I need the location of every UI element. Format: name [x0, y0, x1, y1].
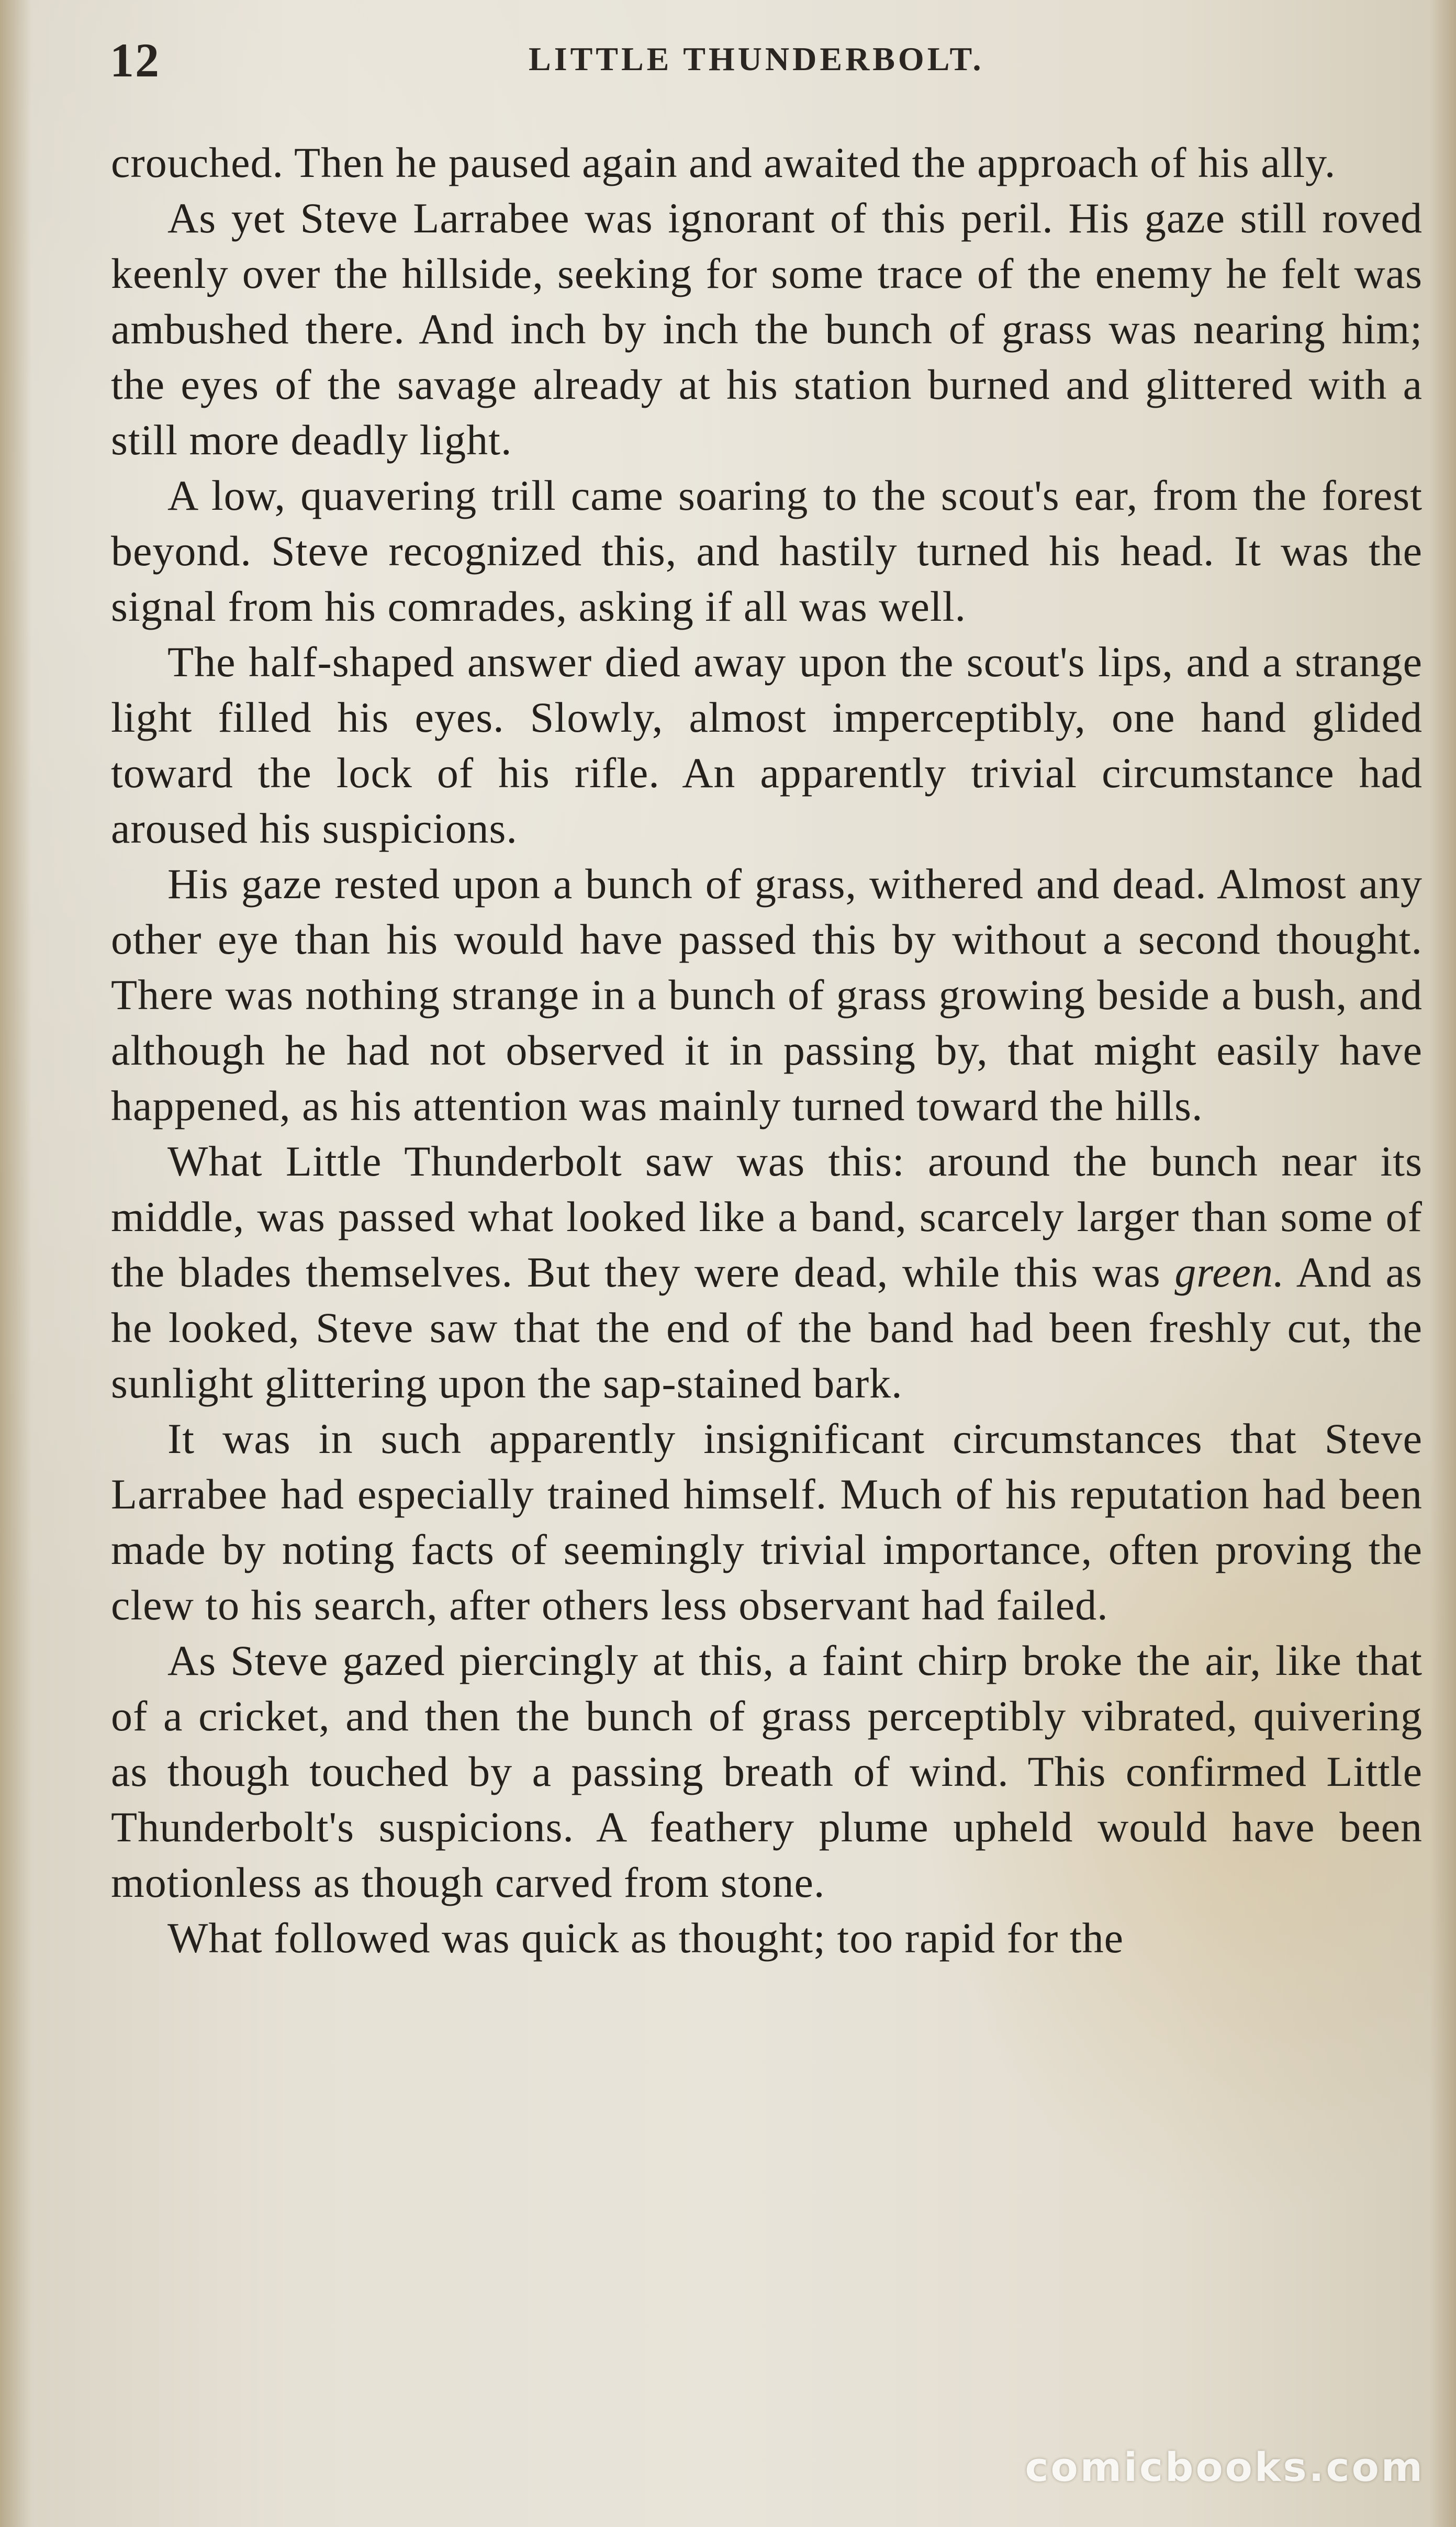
paragraph-1: crouched. Then he paused again and awaited the approach of his ally. [111, 139, 1336, 186]
paragraph-7: It was in such apparently insignificant circumstances that Steve Larrabee had especially trained himself. Much of his reputation had been made by noting facts of seemingly trivial importance, often proving the clew to his search, after others less observant had failed. [111, 1415, 1423, 1629]
paragraph-3: A low, quavering trill came soaring to the scout's ear, from the forest beyond. Steve recognized this, and hastily turned his head. It was the signal from his comrades, asking if all was well. [111, 472, 1423, 630]
paragraph-8: As Steve gazed piercingly at this, a faint chirp broke the air, like that of a cricket, and then the bunch of grass perceptibly vibrated, quivering as though touched by a passing breath of wind. This confirmed Little Thunderbolt's suspicions. A feathery plume upheld would have been motionless as though carved from stone. [111, 1637, 1423, 1906]
paragraph-9: What followed was quick as thought; too rapid for the [167, 1914, 1124, 1962]
italic-word-green: green. [1174, 1248, 1285, 1296]
page-header [110, 32, 1429, 90]
paragraph-6 [111, 1134, 1423, 1411]
running-head: LITTLE THUNDERBOLT. [529, 40, 984, 77]
body-text [111, 135, 1423, 1966]
site-watermark: comicbooks.com [1025, 2444, 1425, 2490]
paragraph-2: As yet Steve Larrabee was ignorant of this peril. His gaze still roved keenly over the hillside, seeking for some trace of the enemy he felt was ambushed there. And inch by inch the bunch of grass was nearing him; the eyes of the savage already at his station burned and glittered with a still more deadly light. [111, 194, 1423, 464]
paragraph-6-part-1: What Little Thunderbolt saw was this: around the bunch near its middle, was passed what looked like a band, scarcely larger than some of the blades themselves. But they were dead, while this was [111, 1137, 1423, 1296]
page-edge-left [0, 0, 31, 2527]
paragraph-5: His gaze rested upon a bunch of grass, withered and dead. Almost any other eye than his would have passed this by without a second thought. There was nothing strange in a bunch of grass growing beside a bush, and although he had not observed it in passing by, that might easily have happened, as his attention was mainly turned toward the hills. [111, 860, 1423, 1130]
paragraph-6-part-2: And as he looked, Steve saw that the end of the band had been freshly cut, the sunlight glittering upon the sap-stained bark. [111, 1248, 1423, 1407]
page-edge-right [1430, 0, 1456, 2527]
page-number: 12 [110, 33, 160, 87]
paragraph-4: The half-shaped answer died away upon the scout's lips, and a strange light filled his eyes. Slowly, almost imperceptibly, one hand glided toward the lock of his rifle. An apparently trivial circumstance had aroused his suspicions. [111, 638, 1423, 852]
